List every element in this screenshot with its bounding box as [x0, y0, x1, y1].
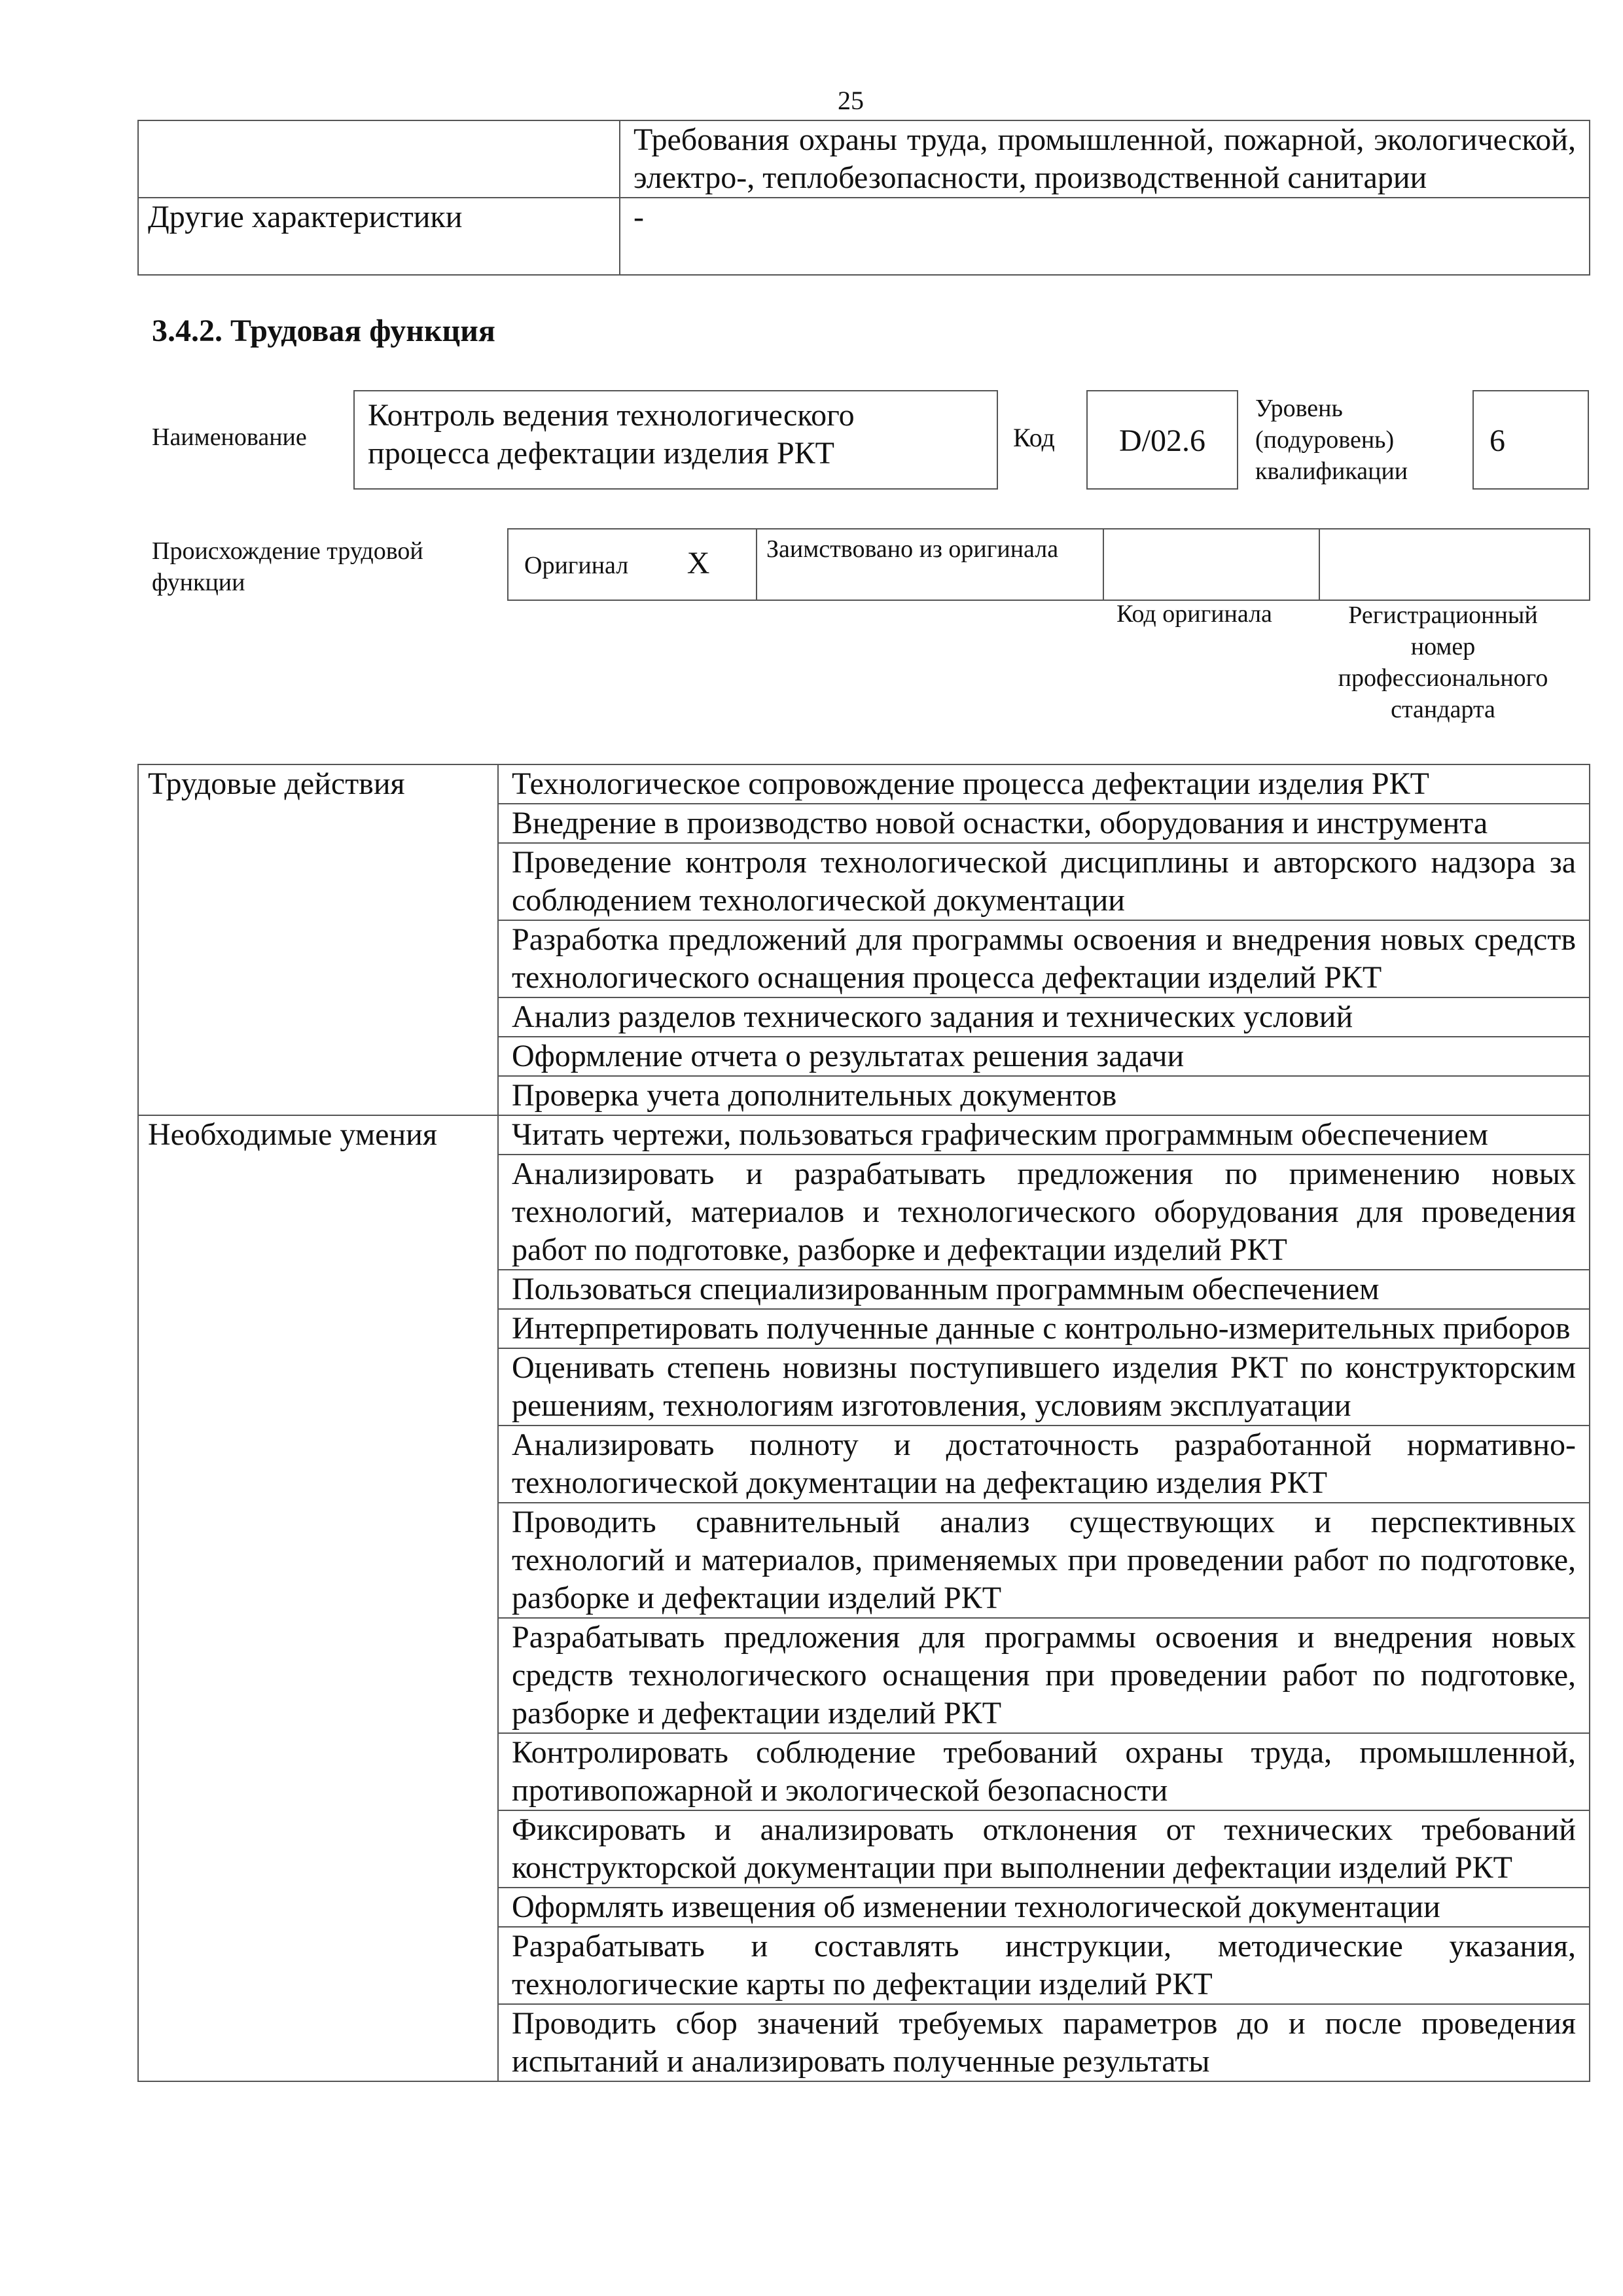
table-row [508, 529, 1590, 600]
code-label: Код [1013, 423, 1055, 452]
labor_actions-item: Оформление отчета о результатах решения задачи [498, 1037, 1590, 1076]
labor_actions-item: Технологическое сопровождение процесса дефектации изделия РКТ [498, 764, 1590, 804]
skills-item: Анализировать и разрабатывать предложения по применению новых технологий, материалов и технологического оборудования для проведения работ по подготовке, разборке и дефектации изделий РКТ [498, 1155, 1590, 1270]
reg-number-caption: Регистрационный номер профессионального стандарта [1338, 601, 1548, 723]
origin-label: Происхождение трудовой функции [152, 537, 423, 596]
skills-item: Разрабатывать предложения для программы освоения и внедрения новых средств технологического оснащения при проведении работ по подготовке, разборке и дефектации изделий РКТ [498, 1618, 1590, 1733]
skills-item: Анализировать полноту и достаточность разработанной нормативно-технологической документации на дефектацию изделия РКТ [498, 1426, 1590, 1503]
table-row [138, 198, 1590, 275]
skills-item: Контролировать соблюдение требований охраны труда, промышленной, противопожарной и экологической безопасности [498, 1733, 1590, 1810]
skills-item: Проводить сравнительный анализ существующих и перспективных технологий и материалов, применяемых при проведении работ по подготовке, разборке и дефектации изделий РКТ [498, 1503, 1590, 1618]
other-characteristics-label: Другие характеристики [138, 198, 620, 275]
origin-table [507, 528, 1590, 601]
skills-label: Необходимые умения [138, 1115, 498, 2081]
main-table [137, 764, 1590, 2082]
skills-item: Оценивать степень новизны поступившего изделия РКТ по конструкторским решениям, технологиям изготовления, условиям эксплуатации [498, 1348, 1590, 1426]
code-original-cell [1103, 529, 1319, 600]
original-cell [508, 529, 757, 600]
labor_actions-item: Разработка предложений для программы освоения и внедрения новых средств технологического оснащения процесса дефектации изделий РКТ [498, 920, 1590, 997]
page-number: 25 [838, 86, 864, 115]
original-label: Оригинал [524, 552, 629, 579]
labor_actions-item: Проверка учета дополнительных документов [498, 1076, 1590, 1115]
reg-number-cell [1319, 529, 1590, 600]
skills-item: Интерпретировать полученные данные с контрольно-измерительных приборов [498, 1309, 1590, 1348]
skills-item: Проводить сбор значений требуемых параметров до и после проведения испытаний и анализировать полученные результаты [498, 2004, 1590, 2081]
top-table [137, 120, 1590, 276]
empty-cell [138, 120, 620, 198]
labor_actions-item: Проведение контроля технологической дисциплины и авторского надзора за соблюдением технологической документации [498, 843, 1590, 920]
table-row [138, 120, 1590, 198]
level-label: Уровень (подуровень) квалификации [1255, 395, 1408, 485]
skills-item: Разрабатывать и составлять инструкции, методические указания, технологические карты по дефектации изделий РКТ [498, 1927, 1590, 2004]
labor_actions-item: Внедрение в производство новой оснастки, оборудования и инструмента [498, 804, 1590, 843]
function-code: D/02.6 [1086, 390, 1238, 490]
skills-item: Оформлять извещения об изменении технологической документации [498, 1888, 1590, 1927]
skills-item: Читать чертежи, пользоваться графическим программным обеспечением [498, 1115, 1590, 1155]
skills-item: Пользоваться специализированным программным обеспечением [498, 1270, 1590, 1309]
labor_actions-item: Анализ разделов технического задания и технических условий [498, 997, 1590, 1037]
table-row [138, 1115, 1590, 1155]
borrowed-label: Заимствовано из оригинала [757, 529, 1103, 600]
other-characteristics-value: - [620, 198, 1590, 275]
function-name: Контроль ведения технологического процесса дефектации изделия РКТ [368, 398, 855, 471]
name-label: Наименование [152, 423, 307, 451]
level-value: 6 [1472, 390, 1589, 490]
code-original-caption: Код оригинала [1116, 600, 1272, 628]
original-mark: X [687, 546, 710, 581]
labor_actions-label: Трудовые действия [138, 764, 498, 1115]
function-name-box [353, 390, 998, 490]
skills-item: Фиксировать и анализировать отклонения от технических требований конструкторской документации при выполнении дефектации изделий РКТ [498, 1810, 1590, 1888]
section-title: 3.4.2. Трудовая функция [152, 314, 495, 348]
requirements-cell: Требования охраны труда, промышленной, пожарной, экологической, электро-, теплобезопасности, производственной санитарии [620, 120, 1590, 198]
table-row [138, 764, 1590, 804]
